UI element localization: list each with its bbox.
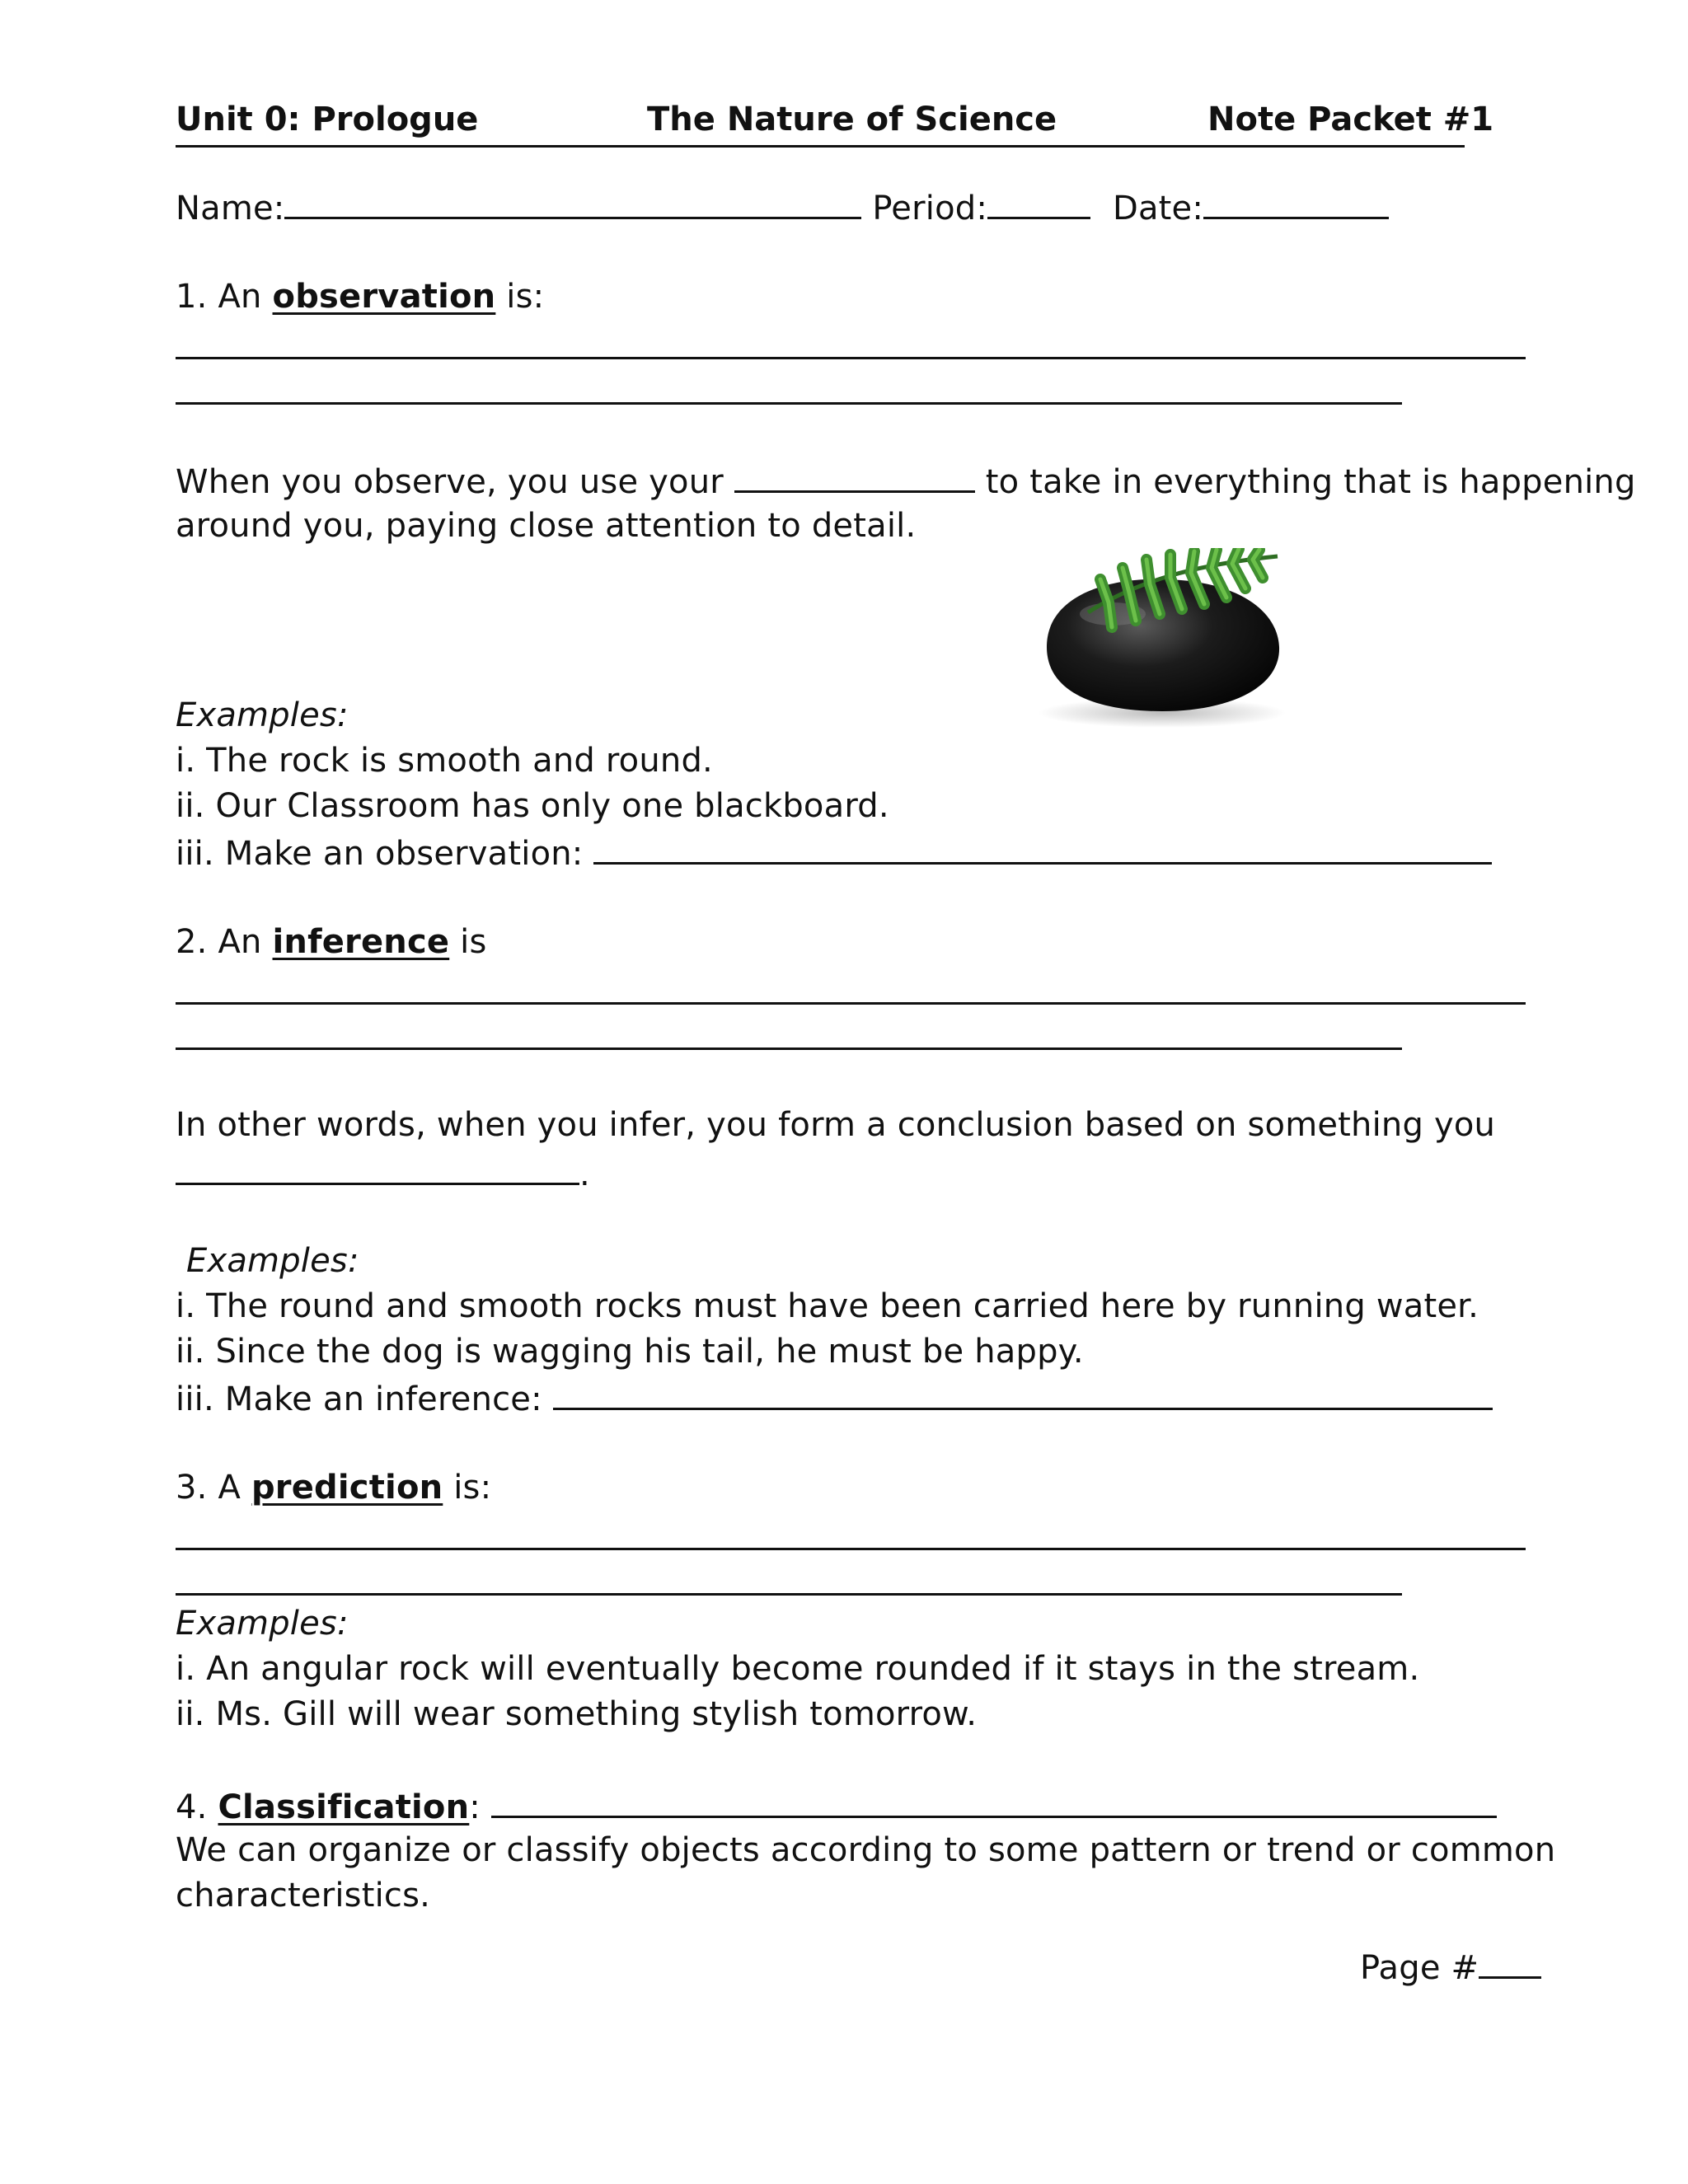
observation-example-2: ii. Our Classroom has only one blackboard. — [176, 787, 889, 825]
senses-blank[interactable] — [734, 459, 975, 493]
observation-answer-line-1[interactable] — [176, 357, 1526, 359]
date-field[interactable] — [1203, 185, 1389, 219]
inference-answer-line-2[interactable] — [176, 1047, 1402, 1050]
prediction-suffix: is: — [453, 1469, 492, 1507]
period-field[interactable] — [987, 185, 1090, 219]
prediction-example-1: i. An angular rock will eventually become rounded if it stays in the stream. — [176, 1650, 1420, 1688]
worksheet-title: The Nature of Science — [647, 101, 1057, 138]
info-row — [176, 185, 1389, 229]
prediction-answer-line-2[interactable] — [176, 1593, 1402, 1596]
unit-label: Unit 0: Prologue — [176, 101, 479, 138]
inference-heading — [176, 921, 487, 963]
classification-line-2: characteristics. — [176, 1877, 431, 1915]
observation-prompt-row — [176, 831, 1492, 874]
classification-blank[interactable] — [491, 1784, 1497, 1818]
classification-number: 4. — [176, 1788, 208, 1826]
name-label: Name: — [176, 190, 285, 227]
inference-examples-label: Examples: — [186, 1242, 359, 1280]
prediction-answer-line-1[interactable] — [176, 1548, 1526, 1550]
header-bar — [176, 99, 1494, 148]
inference-sentence-blank-row — [176, 1151, 590, 1195]
inference-prompt-row — [176, 1376, 1493, 1420]
inference-example-1: i. The round and smooth rocks must have been carried here by running water. — [176, 1287, 1479, 1325]
prediction-heading — [176, 1467, 491, 1508]
packet-label: Note Packet #1 — [1207, 101, 1494, 138]
observation-prompt: iii. Make an observation: — [176, 835, 584, 873]
observation-sentence-start: When you observe, you use your — [176, 463, 724, 501]
observation-sentence — [176, 459, 1636, 503]
observation-suffix: is: — [506, 278, 545, 316]
inference-answer-line-1[interactable] — [176, 1002, 1526, 1005]
prediction-number: 3. A — [176, 1469, 241, 1507]
observation-examples-label: Examples: — [176, 696, 349, 734]
inference-example-2: ii. Since the dog is wagging his tail, he must be happy. — [176, 1333, 1084, 1371]
observation-heading — [176, 276, 544, 317]
observation-prompt-blank[interactable] — [593, 831, 1492, 865]
observation-sentence-line2: around you, paying close attention to detail. — [176, 507, 917, 545]
inference-sentence: In other words, when you infer, you form a conclusion based on something you — [176, 1106, 1496, 1144]
inference-sentence-end: . — [579, 1155, 590, 1193]
inference-number: 2. An — [176, 923, 262, 961]
observation-sentence-end: to take in everything that is happening — [985, 463, 1636, 501]
period-label: Period: — [872, 190, 988, 227]
inference-term: inference — [272, 923, 450, 961]
page-number-blank[interactable] — [1479, 1945, 1541, 1979]
stone-shape — [1047, 579, 1279, 711]
observation-number: 1. An — [176, 278, 262, 316]
prediction-example-2: ii. Ms. Gill will wear something stylish tomorrow. — [176, 1695, 978, 1733]
observation-answer-line-2[interactable] — [176, 402, 1402, 405]
classification-suffix: : — [469, 1788, 481, 1826]
prediction-term: prediction — [251, 1469, 443, 1507]
observation-example-1: i. The rock is smooth and round. — [176, 742, 713, 780]
prediction-examples-label: Examples: — [176, 1605, 349, 1643]
name-field[interactable] — [284, 185, 861, 219]
classification-heading — [176, 1784, 1497, 1828]
page-number-label: Page # — [1360, 1949, 1479, 1987]
inference-prompt: iii. Make an inference: — [176, 1380, 542, 1418]
date-label: Date: — [1112, 190, 1204, 227]
stone-fern-image — [1030, 548, 1294, 731]
observation-term: observation — [272, 278, 496, 316]
page-number-row — [1360, 1945, 1541, 1989]
inference-senses-blank[interactable] — [176, 1151, 579, 1185]
inference-prompt-blank[interactable] — [553, 1376, 1493, 1410]
inference-suffix: is — [460, 923, 487, 961]
classification-term: Classification — [218, 1788, 470, 1826]
classification-line-1: We can organize or classify objects according to some pattern or trend or common — [176, 1831, 1556, 1869]
